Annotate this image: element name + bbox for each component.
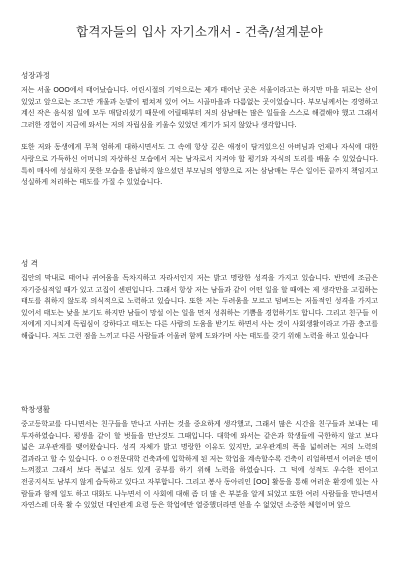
section-heading: 성장과정 [21,71,50,80]
document-title: 합격자들의 입사 자기소개서 - 건축/설계분야 [76,24,323,39]
paragraph: 또한 저와 동생에게 무척 엄하게 대하시면서도 그 속에 항상 깊은 애정이 담겨있으신 아버님과 언제나 자식에 대한 사랑으로 가득하신 어머니의 자상하신 모습에서 저는 남자로서 지켜야 할 평기와 자식의 도리를 배울 수 있었습니다. 특히 매사에 성실하지 못한 모습을 용납하지 않으셨던 부모님의 영향으로 저는 삼남매는 무슨 일이든 끝까지 책임지고 성실하게 처리하는 태도를 가질 수 있었습니다. [21,142,378,187]
section-growth [21,70,378,188]
section-heading: 성 격 [21,259,38,268]
paragraph: 중고등학교를 다니면서는 친구들을 만나고 사귀는 것을 중요하게 생각했고, 그래서 많은 시간을 친구들과 보내는 데 투자하였습니다. 평생을 같이 할 벗들을 만난것도 그때입니다. 대학에 와서는 같은과 학생들에 국한하지 않고 보다 넓은 교우관계를 맺어왔습니다. 성격 자체가 밝고 명랑한 이유도 있지만, 교우관계의 폭을 넓히려는 저의 노력의 결과라고 할 수 있습니다. ㅇㅇ전문대학 건축과에 입학하게 된 저는 학업을 계속할수록 건축이 리얼하면서 어려운 면이 느껴졌고 그래서 보다 폭넓고 심도 있게 공부를 하기 위해 노력을 하였습니다. 그 덕에 성적도 우수한 편이고 전공지식도 남부지 않게 습득하고 있다고 자부합니다. 그리고 봉사 동아리인 [OO] 활동을 통해 여러운 환경에 있는 사 람들과 함께 일도 하고 대화도 나누면서 이 사회에 대해 좀 더 많 은 부분을 알게 되었고 또한 여러 사람들을 만나면서 자연스레 더욱 활 수 있었던 대인관계 요령 등은 학업에만 열중했더라면 얻을 수 없었던 소중한 체험이며 앞으 [21,419,378,510]
section-school-life [21,404,378,511]
paragraph: 저는 서울 OOO에서 태어났습니다. 어린시절의 기억으로는 제가 태어난 곳은 서울이라고는 하지만 마을 뒤로는 산이 있었고 앞으로는 조그만 개울과 논밭이 펼쳐져 있어 여느 시골마을과 다름없는 곳이었습니다. 부모님께서는 경영하고 계신 작은 음식점 일에 모두 매달리셨기 때문에 어릴때부터 저의 삼남매는 많은 일들을 스스로 해결해야 했고 그래서 그러한 경험이 지금에 와서는 저의 자립심을 키울수 있었던 계기가 되지 않았나 생각합니다. [21,85,378,129]
paragraph: 집안의 막내로 태어나 귀여움을 독차지하고 자라서인지 저는 밝고 명랑한 성격을 가지고 있습니다. 반면에 조금은 자기중심적일 때가 있고 고집이 센편입니다. 그래서 항상 저는 남들과 같이 어떤 일을 할 때에는 제 생각만을 고집하는 태도를 취하지 않도록 의식적으로 노력하고 있습니다. 또한 저는 두려움을 모르고 덤벼드는 저돌적인 성격을 가지고 있어서 태도는 낯을 보기도 하지만 남들이 망설 이는 일을 먼저 성취하는 기쁨을 경험하기도 합니다. 그리고 친구들 이 저에게 지니치게 독립심이 강하다고 태도는 다른 사람의 도움을 받기도 하면서 사는 것이 사회생활이라고 가끔 충고를 해줍니다. 저도 그런 점을 느끼고 다른 사람들과 어울려 함께 도와가며 사는 태도를 갖기 위해 노력을 하고 있습니다 [21,273,378,340]
section-personality [21,258,378,342]
section-heading: 학창생활 [21,405,50,414]
